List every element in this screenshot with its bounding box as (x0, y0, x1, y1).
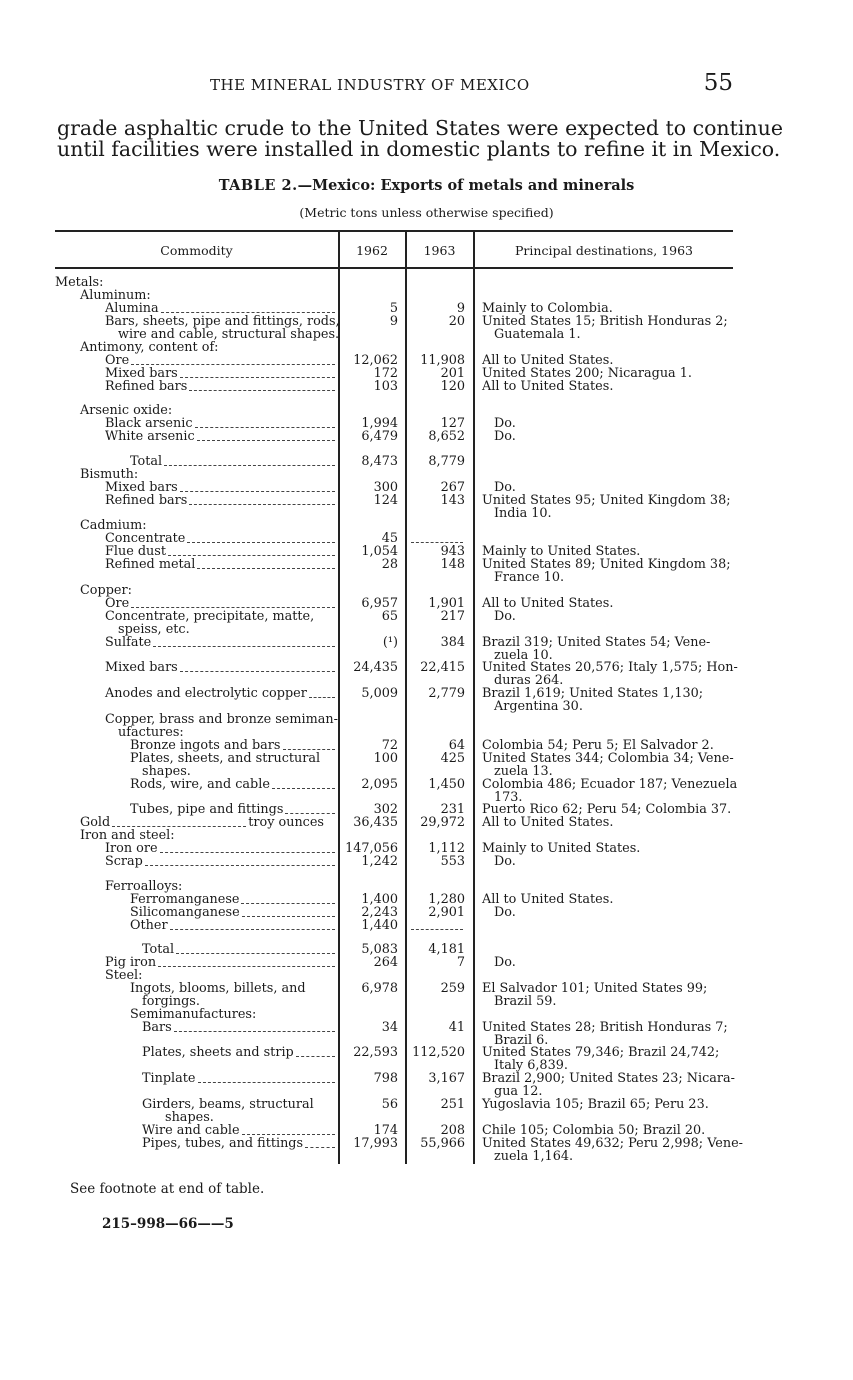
dot-leader (161, 312, 335, 313)
commodity-label: Alumina (105, 301, 159, 316)
destination-text: United States 20,576; Italy 1,575; Hon- (482, 660, 738, 675)
value-1963: 112,520 (412, 1045, 465, 1060)
value-1962: 172 (373, 366, 398, 381)
value-1962: 56 (381, 1097, 398, 1112)
commodity-label: Mixed bars (105, 366, 178, 381)
value-1962: 300 (373, 480, 398, 495)
table-title (0, 177, 853, 194)
dot-leader (168, 555, 335, 556)
table-row (0, 906, 853, 919)
dot-leader (305, 1147, 335, 1148)
destination-text: Mainly to Colombia. (482, 301, 613, 316)
commodity-label: shapes. (142, 764, 191, 779)
table-row (0, 1085, 853, 1098)
value-1963: 384 (440, 635, 465, 650)
value-1963: 8,779 (428, 454, 465, 469)
dot-leader (197, 440, 335, 441)
value-1963: 1,280 (428, 892, 465, 907)
value-1962: 22,593 (353, 1045, 398, 1060)
destination-text: Colombia 54; Peru 5; El Salvador 2. (482, 738, 714, 753)
value-1962: 174 (373, 1123, 398, 1138)
dot-leader (145, 865, 335, 866)
value-1963: 1,901 (428, 596, 465, 611)
value-1962: 36,435 (353, 815, 398, 830)
value-1962: 72 (381, 738, 398, 753)
value-1962: 8,473 (361, 454, 398, 469)
value-1963: 20 (448, 314, 465, 329)
table-row (0, 687, 853, 700)
commodity-label: Other (130, 918, 168, 933)
dot-leader (285, 813, 335, 814)
commodity-label: wire and cable, structural shapes. (118, 327, 340, 342)
header-bottom-rule (55, 267, 733, 269)
commodity-label: Flue dust (105, 544, 166, 559)
value-1963: 208 (440, 1123, 465, 1138)
dot-leader (176, 953, 335, 954)
destination-text: Brazil 6. (494, 1033, 549, 1048)
running-header (0, 70, 853, 100)
destination-text: United States 79,346; Brazil 24,742; (482, 1045, 720, 1060)
table-row (0, 1111, 853, 1124)
commodity-label: Ore (105, 353, 130, 368)
value-1963: 3,167 (428, 1071, 465, 1086)
value-1963: 267 (440, 480, 465, 495)
commodity-label: Copper: (80, 583, 132, 598)
commodity-label: Gold (80, 815, 111, 830)
destination-text: Brazil 59. (494, 994, 557, 1009)
table-row (0, 494, 853, 507)
commodity-label: White arsenic (105, 429, 195, 444)
destination-text: Puerto Rico 62; Peru 54; Colombia 37. (482, 802, 732, 817)
value-1962: 6,479 (361, 429, 398, 444)
value-1963: 425 (440, 751, 465, 766)
destination-text: Brazil 319; United States 54; Vene- (482, 635, 711, 650)
commodity-label: forgings. (142, 994, 200, 1009)
dot-leader (189, 504, 335, 505)
value-1963: 943 (440, 544, 465, 559)
dot-leader (187, 542, 335, 543)
value-1963: 553 (440, 854, 465, 869)
commodity-label: Cadmium: (80, 518, 147, 533)
commodity-label: Ferroalloys: (105, 879, 183, 894)
commodity-label: Semimanufactures: (130, 1007, 257, 1022)
destination-text: Mainly to United States. (482, 841, 641, 856)
table-row (0, 636, 853, 649)
commodity-label: shapes. (165, 1110, 214, 1125)
commodity-label: Concentrate, precipitate, matte, (105, 609, 315, 624)
value-1962: 302 (373, 802, 398, 817)
destination-text: United States 200; Nicaragua 1. (482, 366, 692, 381)
dot-leader (164, 465, 335, 466)
dot-leader (170, 929, 335, 930)
commodity-label: Wire and cable (142, 1123, 240, 1138)
value-1962: 45 (381, 531, 398, 546)
value-1962: 5 (389, 301, 398, 316)
commodity-label: Tubes, pipe and fittings (130, 802, 284, 817)
value-1962: 6,957 (361, 596, 398, 611)
value-1962: 1,054 (361, 544, 398, 559)
commodity-label: Refined metal (105, 557, 196, 572)
value-1963: 9 (456, 301, 465, 316)
dot-leader (198, 1082, 335, 1083)
table-row (0, 1072, 853, 1085)
commodity-label: Plates, sheets, and structural (130, 751, 321, 766)
commodity-label: Girders, beams, structural (142, 1097, 314, 1112)
destination-text: All to United States. (482, 815, 614, 830)
commodity-label: Bismuth: (80, 467, 139, 482)
table-row (0, 982, 853, 995)
value-1962: 2,095 (361, 777, 398, 792)
dot-leader (195, 427, 335, 428)
value-1963: 41 (448, 1020, 465, 1035)
destination-text: zuela 10. (494, 648, 553, 663)
table-row (0, 880, 853, 893)
table-row (0, 380, 853, 393)
table-row (0, 855, 853, 868)
empty-value-dash (411, 929, 463, 930)
value-1962: 264 (373, 955, 398, 970)
value-1963: 11,908 (420, 353, 465, 368)
running-title: THE MINERAL INDUSTRY OF MEXICO (210, 76, 530, 94)
commodity-label: Pipes, tubes, and fittings (142, 1136, 304, 1151)
dot-leader (131, 607, 335, 608)
commodity-label: Bars (142, 1020, 172, 1035)
destination-text: United States 95; United Kingdom 38; (482, 493, 731, 508)
commodity-label: Total (142, 942, 175, 957)
value-1962: 6,978 (361, 981, 398, 996)
destination-text: Italy 6,839. (494, 1058, 568, 1073)
destination-text: zuela 1,164. (494, 1149, 574, 1164)
dot-leader (189, 390, 335, 391)
unit-suffix: troy ounces (248, 815, 324, 830)
value-1963: 120 (440, 379, 465, 394)
value-1962: 12,062 (353, 353, 398, 368)
destination-text: Argentina 30. (494, 699, 583, 714)
dot-leader (197, 568, 335, 569)
table-row (0, 430, 853, 443)
value-1963: 64 (448, 738, 465, 753)
commodity-label: Mixed bars (105, 660, 178, 675)
commodity-label: Sulfate (105, 635, 152, 650)
commodity-label: Refined bars (105, 379, 188, 394)
commodity-label: Pig iron (105, 955, 157, 970)
commodity-label: Concentrate (105, 531, 186, 546)
destination-text: All to United States. (482, 596, 614, 611)
value-1963: 1,112 (428, 841, 465, 856)
dot-leader (180, 671, 335, 672)
destination-text: Brazil 2,900; United States 23; Nicara- (482, 1071, 735, 1086)
destination-text: Do. (494, 955, 516, 970)
commodity-label: Black arsenic (105, 416, 193, 431)
print-code: 215–998—66——5 (102, 1216, 234, 1232)
destination-text: United States 89; United Kingdom 38; (482, 557, 731, 572)
dot-leader (296, 1056, 335, 1057)
dot-leader (131, 364, 335, 365)
value-1962: 28 (381, 557, 398, 572)
table-row (0, 893, 853, 906)
commodity-label: Rods, wire, and cable (130, 777, 270, 792)
dot-leader (160, 852, 335, 853)
value-1963: 143 (440, 493, 465, 508)
destination-text: Do. (494, 854, 516, 869)
commodity-label: Bars, sheets, pipe and fittings, rods, (105, 314, 340, 329)
value-1963: 7 (456, 955, 465, 970)
destination-text: Brazil 1,619; United States 1,130; (482, 686, 704, 701)
destination-text: India 10. (494, 506, 552, 521)
dot-leader (174, 1031, 335, 1032)
table-row (0, 1098, 853, 1111)
empty-value-dash (411, 542, 463, 543)
value-1962: 147,056 (345, 841, 398, 856)
value-1962: 1,440 (361, 918, 398, 933)
table-row (0, 995, 853, 1008)
table-row (0, 1150, 853, 1163)
destination-text: All to United States. (482, 379, 614, 394)
dot-leader (309, 697, 335, 698)
intro-paragraph (57, 116, 783, 161)
commodity-label: Ingots, blooms, billets, and (130, 981, 306, 996)
commodity-label: ufactures: (118, 725, 184, 740)
value-1963: 217 (440, 609, 465, 624)
table-row (0, 1021, 853, 1034)
col-header-1962: 1962 (356, 243, 388, 258)
destination-text: 173. (494, 790, 523, 805)
value-1963: 201 (440, 366, 465, 381)
value-1963: 1,450 (428, 777, 465, 792)
dot-leader (180, 491, 335, 492)
table-row (0, 778, 853, 791)
table-top-rule (55, 230, 733, 232)
commodity-label: Tinplate (142, 1071, 196, 1086)
commodity-label: Iron ore (105, 841, 158, 856)
dot-leader (242, 916, 335, 917)
value-1962: 124 (373, 493, 398, 508)
commodity-label: Silicomanganese (130, 905, 240, 920)
value-1962: 2,243 (361, 905, 398, 920)
value-1963: 251 (440, 1097, 465, 1112)
table-row (0, 919, 853, 932)
dot-leader (153, 646, 335, 647)
col-header-destinations: Principal destinations, 1963 (515, 243, 693, 258)
destination-text: United States 28; British Honduras 7; (482, 1020, 728, 1035)
value-1962: 9 (389, 314, 398, 329)
table-subtitle: (Metric tons unless otherwise specified) (299, 205, 554, 220)
value-1962: 1,994 (361, 416, 398, 431)
value-1963: 8,652 (428, 429, 465, 444)
destination-text: Do. (494, 429, 516, 444)
value-1963: 22,415 (420, 660, 465, 675)
destination-text: Do. (494, 609, 516, 624)
intro-line: grade asphaltic crude to the United States were expected to continue (57, 116, 783, 140)
page-number: 55 (703, 70, 733, 96)
value-1962: 103 (373, 379, 398, 394)
commodity-label: Ferromanganese (130, 892, 240, 907)
commodity-label: Metals: (55, 275, 104, 290)
destination-text: Do. (494, 416, 516, 431)
intro-line: until facilities were installed in domestic plants to refine it in Mexico. (57, 137, 781, 161)
destination-text: Do. (494, 480, 516, 495)
value-1962: 65 (381, 609, 398, 624)
destination-text: United States 49,632; Peru 2,998; Vene- (482, 1136, 743, 1151)
dot-leader (112, 826, 246, 827)
commodity-label: Steel: (105, 968, 143, 983)
commodity-label: Refined bars (105, 493, 188, 508)
destination-text: United States 344; Colombia 34; Vene- (482, 751, 734, 766)
commodity-label: Copper, brass and bronze semiman- (105, 712, 338, 727)
value-1963: 2,901 (428, 905, 465, 920)
value-1963: 127 (440, 416, 465, 431)
destination-text: duras 264. (494, 673, 564, 688)
destination-text: All to United States. (482, 892, 614, 907)
col-header-commodity: Commodity (160, 243, 233, 258)
value-1963: 2,779 (428, 686, 465, 701)
value-1963: 55,966 (420, 1136, 465, 1151)
value-1962: (¹) (382, 635, 398, 650)
commodity-label: Total (130, 454, 163, 469)
commodity-label: Bronze ingots and bars (130, 738, 281, 753)
value-1962: 24,435 (353, 660, 398, 675)
table-row (0, 661, 853, 674)
dot-leader (283, 749, 335, 750)
table-title-text: —Mexico: Exports of metals and minerals (297, 177, 635, 194)
footnote: See footnote at end of table. (70, 1181, 265, 1197)
commodity-label: Aluminum: (80, 288, 151, 303)
table-row (0, 1137, 853, 1150)
destination-text: United States 15; British Honduras 2; (482, 314, 728, 329)
dot-leader (272, 788, 335, 789)
dot-leader (180, 377, 335, 378)
destination-text: Guatemala 1. (494, 327, 581, 342)
commodity-label: Ore (105, 596, 130, 611)
destination-text: zuela 13. (494, 764, 553, 779)
dot-leader (242, 1134, 335, 1135)
value-1962: 34 (381, 1020, 398, 1035)
value-1963: 231 (440, 802, 465, 817)
destination-text: All to United States. (482, 353, 614, 368)
dot-leader (158, 966, 335, 967)
value-1963: 259 (440, 981, 465, 996)
destination-text: Yugoslavia 105; Brazil 65; Peru 23. (482, 1097, 709, 1112)
commodity-label: speiss, etc. (118, 622, 190, 637)
table-row (0, 752, 853, 765)
commodity-label: Scrap (105, 854, 143, 869)
table-row (0, 558, 853, 571)
commodity-label: Plates, sheets and strip (142, 1045, 294, 1060)
value-1963: 148 (440, 557, 465, 572)
destination-text: El Salvador 101; United States 99; (482, 981, 708, 996)
destination-text: Colombia 486; Ecuador 187; Venezuela (482, 777, 738, 792)
value-1962: 1,400 (361, 892, 398, 907)
table-row (0, 726, 853, 739)
value-1962: 17,993 (353, 1136, 398, 1151)
commodity-label: Antimony, content of: (80, 340, 219, 355)
destination-text: Chile 105; Colombia 50; Brazil 20. (482, 1123, 706, 1138)
col-header-1963: 1963 (423, 243, 456, 258)
value-1963: 4,181 (428, 942, 465, 957)
table-row (0, 1046, 853, 1059)
commodity-label: Mixed bars (105, 480, 178, 495)
table-row (0, 969, 853, 982)
commodity-label: Arsenic oxide: (80, 403, 173, 418)
value-1962: 1,242 (361, 854, 398, 869)
dot-leader (241, 903, 335, 904)
destination-text: Do. (494, 905, 516, 920)
table-title-label: TABLE 2. (218, 177, 298, 194)
destination-text: Mainly to United States. (482, 544, 641, 559)
destination-text: gua 12. (494, 1084, 543, 1099)
value-1963: 29,972 (420, 815, 465, 830)
destination-text: France 10. (494, 570, 565, 585)
value-1962: 5,083 (361, 942, 398, 957)
value-1962: 5,009 (361, 686, 398, 701)
commodity-label: Iron and steel: (80, 828, 175, 843)
commodity-label: Anodes and electrolytic copper (105, 686, 307, 701)
value-1962: 798 (373, 1071, 398, 1086)
value-1962: 100 (373, 751, 398, 766)
